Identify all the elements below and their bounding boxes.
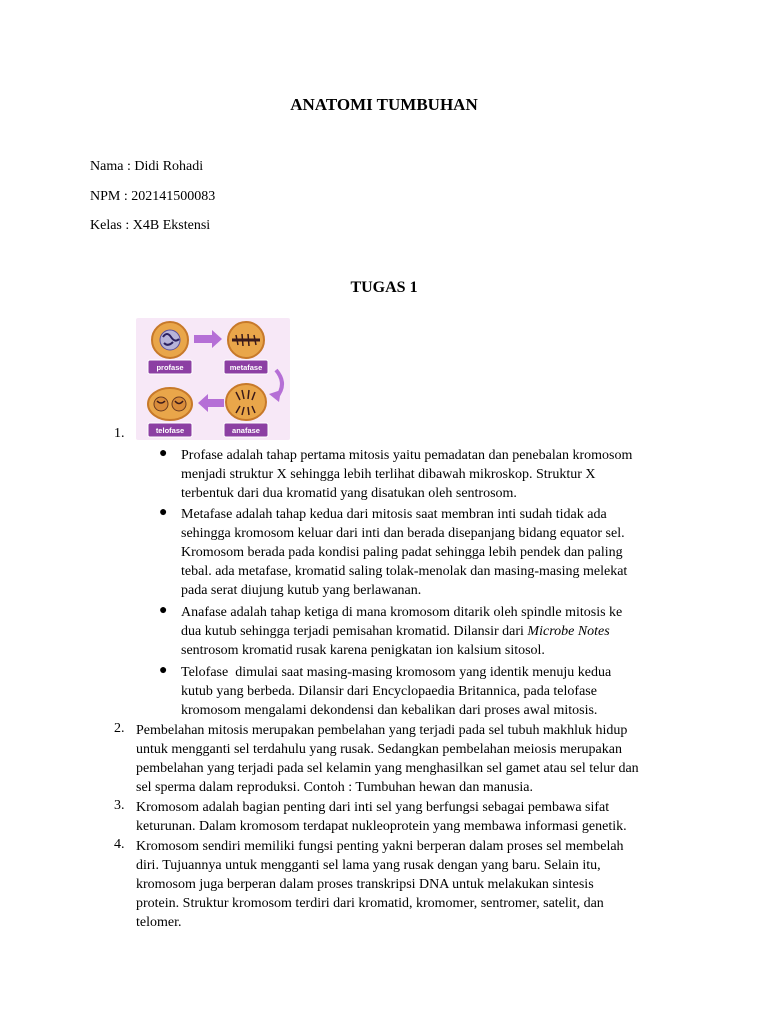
profase-line-3: terbentuk dari dua kromatid yang disatukan oleh sentrosom. <box>181 486 517 501</box>
item4-line-5: telomer. <box>136 915 182 930</box>
telofase-label: telofase <box>155 426 185 435</box>
npm-value: 202141500083 <box>131 189 216 204</box>
profase-cell <box>152 322 188 358</box>
list-number-3: 3. <box>114 798 125 813</box>
bullet-icon: ● <box>159 603 168 618</box>
document-title: ANATOMI TUMBUHAN <box>290 95 478 114</box>
anafase-line-1: Anafase adalah tahap ketiga di mana kromosom ditarik oleh spindle mitosis ke <box>181 605 623 620</box>
anafase-cell <box>226 384 266 420</box>
mitosis-diagram-svg <box>136 318 290 440</box>
metafase-line-1: Metafase adalah tahap kedua dari mitosis saat membran inti sudah tidak ada <box>181 507 607 522</box>
bullet-icon: ● <box>159 663 168 678</box>
metafase-label: metafase <box>229 363 263 372</box>
task-title: TUGAS 1 <box>350 279 418 296</box>
class-line <box>90 217 210 235</box>
list-number-4: 4. <box>114 837 125 852</box>
metafase-line-5: pada serat diujung kutub yang berlawanan. <box>181 583 422 598</box>
separator: : <box>120 189 132 204</box>
anafase-line-2 <box>181 622 677 641</box>
bullet-icon: ● <box>159 505 168 520</box>
profase-line-2: menjadi struktur X sehingga lebih terlihat dibawah mikroskop. Struktur X <box>181 467 596 482</box>
anafase-line-2-text: dua kutub sehingga terjadi pemisahan kromatid. Dilansir dari <box>181 624 528 639</box>
item4-line-2: diri. Tujuannya untuk mengganti sel lama yang rusak dengan yang baru. Selain itu, <box>136 858 601 873</box>
item3-line-1: Kromosom adalah bagian penting dari inti sel yang berfungsi sebagai pembawa sifat <box>136 800 610 815</box>
microbe-notes-source: Microbe Notes <box>527 624 610 639</box>
list-number-2: 2. <box>114 721 125 736</box>
name-value: Didi Rohadi <box>134 159 204 174</box>
telofase-line-3: kromosom mengalami dekondensi dan kebalikan dari proses awal mitosis. <box>181 703 598 718</box>
bullet-icon: ● <box>159 446 168 461</box>
item2-line-3: pembelahan yang terjadi pada sel kelamin yang menghasilkan sel gamet atau sel telur dan <box>136 761 639 776</box>
npm-label: NPM <box>90 189 121 204</box>
telofase-cell <box>148 388 192 420</box>
metafase-line-2: sehingga kromosom keluar dari inti dan berada disepanjang bidang equator sel. <box>181 526 625 541</box>
item4-line-1: Kromosom sendiri memiliki fungsi penting yakni berperan dalam proses sel membelah <box>136 839 624 854</box>
telofase-line-1: Telofase dimulai saat masing-masing kromosom yang identik menuju kedua <box>181 665 612 680</box>
metafase-line-3: Kromosom berada pada kondisi paling padat sehingga lebih pendek dan paling <box>181 545 623 560</box>
class-label: Kelas <box>90 218 122 233</box>
item4-line-3: kromosom juga berperan dalam proses transkripsi DNA untuk melakukan sintesis <box>136 877 594 892</box>
arrow-right-icon <box>194 330 222 348</box>
item2-line-4: sel sperma dalam reproduksi. Contoh : Tumbuhan hewan dan manusia. <box>136 780 533 795</box>
anafase-label: anafase <box>232 426 260 435</box>
name-label: Nama <box>90 159 124 174</box>
separator: : <box>121 218 133 233</box>
item4-line-4: protein. Struktur kromosom terdiri dari kromatid, kromomer, sentromer, satelit, dan <box>136 896 604 911</box>
npm-line <box>90 188 215 206</box>
item3-line-2: keturunan. Dalam kromosom terdapat nukleoprotein yang membawa informasi genetik. <box>136 819 627 834</box>
separator: : <box>123 159 135 174</box>
metafase-cell <box>228 322 264 358</box>
list-number-1: 1. <box>114 426 125 441</box>
mitosis-diagram <box>136 318 290 440</box>
class-value: X4B Ekstensi <box>132 218 211 233</box>
profase-line-1: Profase adalah tahap pertama mitosis yaitu pemadatan dan penebalan kromosom <box>181 448 633 463</box>
item2-line-2: untuk mengganti sel terdahulu yang rusak. Sedangkan pembelahan meiosis merupakan <box>136 742 622 757</box>
telofase-line-2: kutub yang berbeda. Dilansir dari Encyclopaedia Britannica, pada telofase <box>181 684 597 699</box>
name-line <box>90 158 203 176</box>
anafase-line-3: sentrosom kromatid rusak karena penigkatan ion kalsium sitosol. <box>181 643 545 658</box>
arrow-left-icon <box>198 394 224 412</box>
profase-label: profase <box>156 363 184 372</box>
metafase-line-4: tebal. ada metafase, kromatid saling tolak-menolak dan masing-masing melekat <box>181 564 628 579</box>
item2-line-1: Pembelahan mitosis merupakan pembelahan yang terjadi pada sel tubuh makhluk hidup <box>136 723 628 738</box>
